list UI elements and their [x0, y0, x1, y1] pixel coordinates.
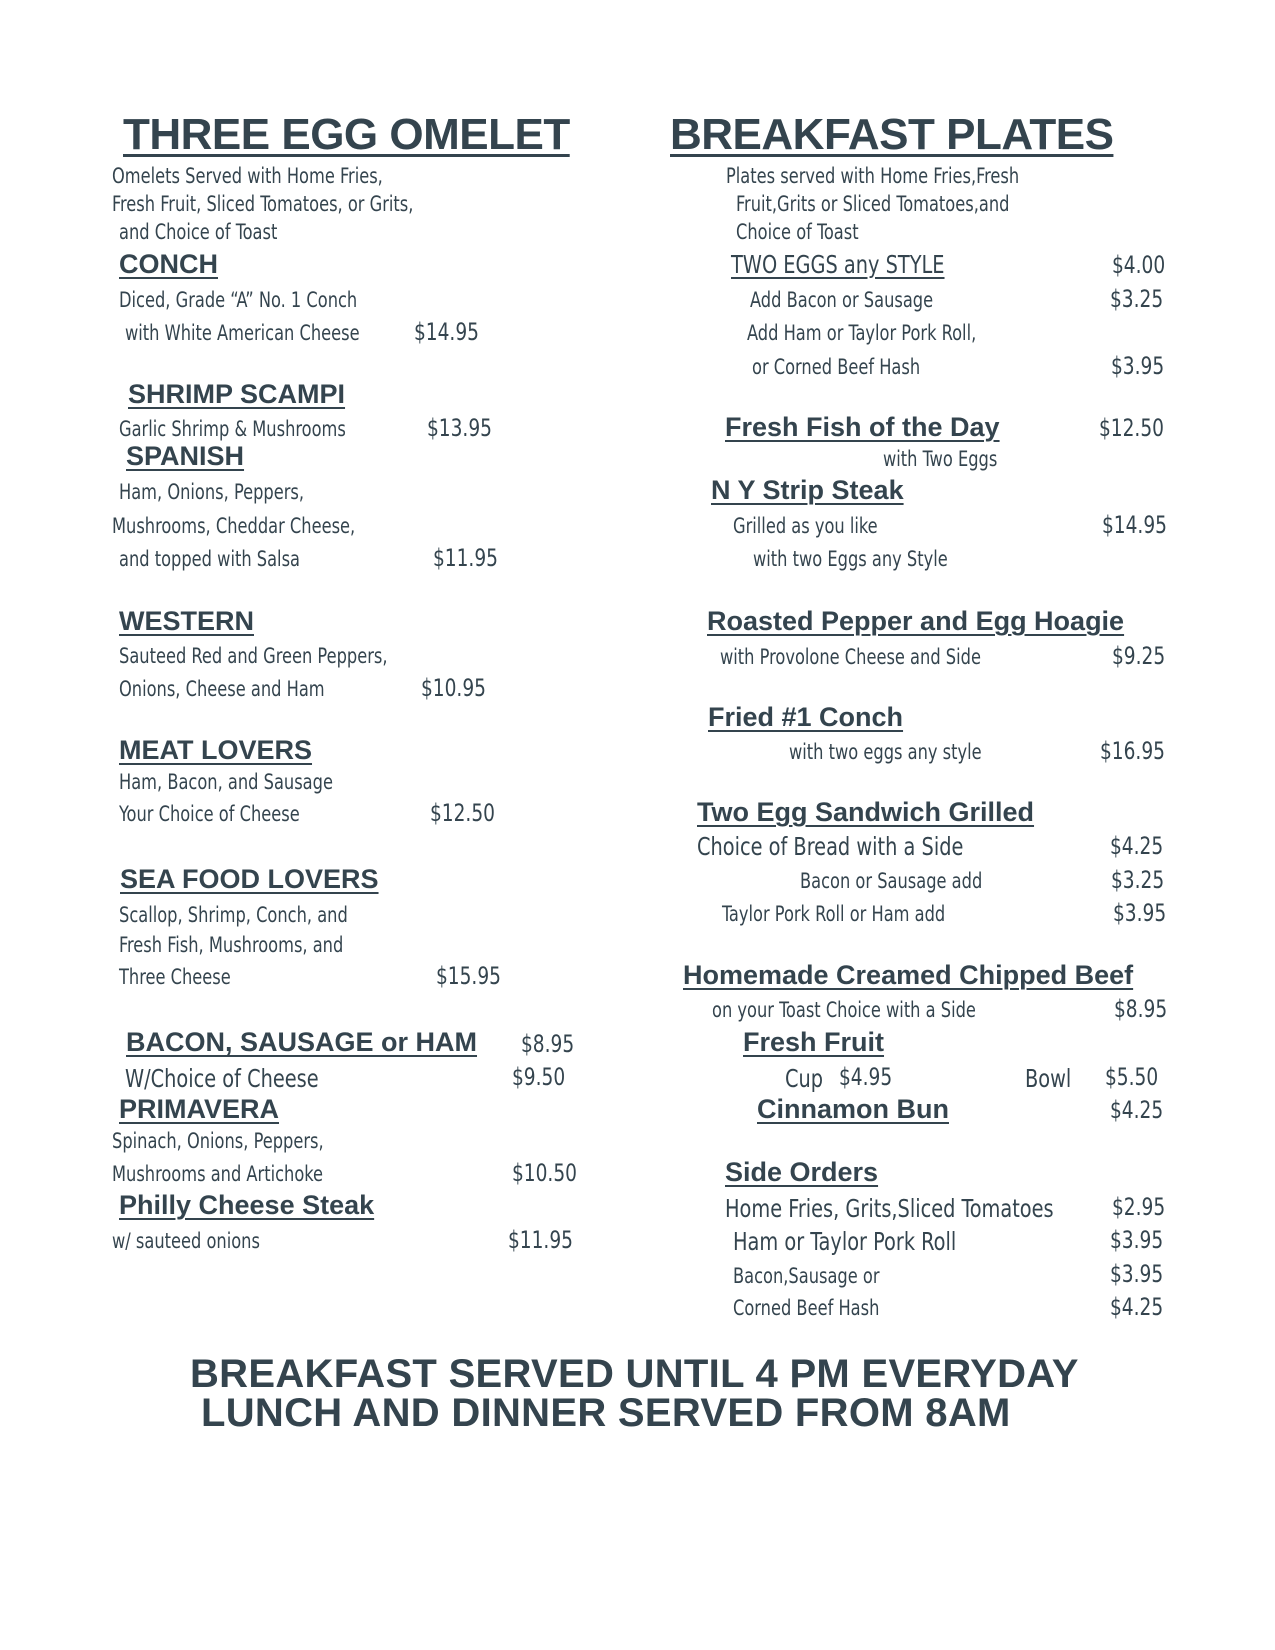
egg-sandwich-addon-price: $3.95 [1113, 899, 1167, 927]
side-order-item: Bacon,Sausage or [733, 1264, 880, 1288]
primavera-desc: Mushrooms and Artichoke [112, 1162, 324, 1186]
omelet-intro-line: and Choice of Toast [119, 220, 278, 244]
hoagie-price: $9.25 [1112, 642, 1166, 670]
two-eggs-heading: TWO EGGS any STYLE [731, 250, 945, 279]
fruit-bowl-label: Bowl [1025, 1064, 1072, 1093]
egg-sandwich-price: $4.25 [1110, 832, 1164, 860]
seafood-lovers-heading: SEA FOOD LOVERS [120, 864, 379, 894]
fried-conch-desc: with two eggs any style [789, 740, 982, 764]
egg-sandwich-addon-price: $3.25 [1111, 866, 1165, 894]
spanish-heading: SPANISH [126, 441, 245, 471]
conch-desc: Diced, Grade “A” No. 1 Conch [119, 288, 358, 312]
egg-sandwich-addon: Bacon or Sausage add [800, 869, 983, 893]
strip-steak-heading: N Y Strip Steak [711, 475, 904, 505]
spanish-price: $11.95 [433, 544, 498, 572]
two-eggs-addon: Add Bacon or Sausage [750, 288, 934, 312]
side-order-item: Corned Beef Hash [733, 1296, 880, 1320]
seafood-lovers-price: $15.95 [436, 962, 501, 990]
plates-intro-line: Fruit,Grits or Sliced Tomatoes,and [736, 192, 1010, 216]
cinnamon-bun-heading: Cinnamon Bun [757, 1094, 949, 1124]
western-desc: Onions, Cheese and Ham [119, 677, 325, 701]
fruit-cup-price: $4.95 [839, 1063, 893, 1091]
strip-steak-desc: with two Eggs any Style [753, 547, 948, 571]
spanish-desc: Ham, Onions, Peppers, [119, 480, 305, 504]
egg-sandwich-desc: Choice of Bread with a Side [697, 832, 964, 861]
fruit-bowl-price: $5.50 [1105, 1063, 1159, 1091]
primavera-price: $10.50 [512, 1159, 577, 1187]
western-desc: Sauteed Red and Green Peppers, [119, 644, 388, 668]
hoagie-heading: Roasted Pepper and Egg Hoagie [707, 606, 1125, 636]
two-eggs-addon-price: $3.95 [1111, 352, 1165, 380]
conch-desc: with White American Cheese [125, 321, 360, 345]
bacon-sausage-ham-cheese-price: $9.50 [512, 1063, 566, 1091]
shrimp-scampi-heading: SHRIMP SCAMPI [128, 379, 346, 409]
side-order-price: $3.95 [1110, 1260, 1164, 1288]
fruit-cup-label: Cup [785, 1064, 824, 1093]
western-heading: WESTERN [119, 606, 254, 636]
seafood-lovers-desc: Scallop, Shrimp, Conch, and [119, 903, 348, 927]
omelet-intro-line: Omelets Served with Home Fries, [112, 164, 383, 188]
side-orders-heading: Side Orders [725, 1157, 879, 1187]
meat-lovers-desc: Ham, Bacon, and Sausage [119, 770, 333, 794]
lunch-dinner-hours: LUNCH AND DINNER SERVED FROM 8AM [201, 1391, 1011, 1435]
side-order-price: $2.95 [1112, 1193, 1166, 1221]
conch-heading: CONCH [119, 249, 218, 279]
primavera-heading: PRIMAVERA [119, 1094, 280, 1124]
side-order-item: Home Fries, Grits,Sliced Tomatoes [725, 1194, 1054, 1223]
side-order-item: Ham or Taylor Pork Roll [733, 1227, 957, 1256]
shrimp-scampi-price: $13.95 [427, 414, 492, 442]
strip-steak-price: $14.95 [1102, 511, 1167, 539]
plates-intro-line: Plates served with Home Fries,Fresh [726, 164, 1020, 188]
two-eggs-addon: Add Ham or Taylor Pork Roll, [747, 321, 977, 345]
meat-lovers-heading: MEAT LOVERS [119, 735, 313, 765]
fresh-fish-heading: Fresh Fish of the Day [725, 412, 1000, 442]
bacon-sausage-ham-price: $8.95 [521, 1030, 575, 1058]
meat-lovers-desc: Your Choice of Cheese [119, 802, 300, 826]
chipped-beef-price: $8.95 [1114, 995, 1168, 1023]
side-order-price: $4.25 [1110, 1293, 1164, 1321]
strip-steak-desc: Grilled as you like [733, 514, 878, 538]
two-eggs-price: $4.00 [1112, 251, 1166, 279]
meat-lovers-price: $12.50 [430, 799, 495, 827]
omelet-title: THREE EGG OMELET [123, 110, 570, 159]
omelet-intro-line: Fresh Fruit, Sliced Tomatoes, or Grits, [112, 192, 414, 216]
spanish-desc: and topped with Salsa [119, 547, 300, 571]
egg-sandwich-addon: Taylor Pork Roll or Ham add [722, 902, 946, 926]
side-order-price: $3.95 [1110, 1226, 1164, 1254]
philly-price: $11.95 [508, 1226, 573, 1254]
fresh-fish-price: $12.50 [1099, 414, 1164, 442]
two-eggs-addon: or Corned Beef Hash [752, 355, 921, 379]
chipped-beef-desc: on your Toast Choice with a Side [712, 998, 976, 1022]
fried-conch-heading: Fried #1 Conch [708, 702, 904, 732]
fresh-fish-desc: with Two Eggs [883, 447, 998, 471]
fresh-fruit-heading: Fresh Fruit [743, 1027, 885, 1057]
philly-desc: w/ sauteed onions [112, 1229, 260, 1253]
primavera-desc: Spinach, Onions, Peppers, [112, 1129, 324, 1153]
plates-intro-line: Choice of Toast [736, 220, 859, 244]
egg-sandwich-heading: Two Egg Sandwich Grilled [697, 797, 1035, 827]
chipped-beef-heading: Homemade Creamed Chipped Beef [683, 960, 1134, 990]
bacon-sausage-ham-heading: BACON, SAUSAGE or HAM [126, 1027, 478, 1057]
two-eggs-addon-price: $3.25 [1110, 285, 1164, 313]
seafood-lovers-desc: Fresh Fish, Mushrooms, and [119, 933, 344, 957]
shrimp-scampi-desc: Garlic Shrimp & Mushrooms [119, 417, 346, 441]
plates-title: BREAKFAST PLATES [670, 110, 1114, 159]
hoagie-desc: with Provolone Cheese and Side [720, 645, 981, 669]
seafood-lovers-desc: Three Cheese [119, 965, 231, 989]
philly-heading: Philly Cheese Steak [119, 1190, 375, 1220]
spanish-desc: Mushrooms, Cheddar Cheese, [112, 514, 356, 538]
bacon-sausage-ham-cheese-option: W/Choice of Cheese [125, 1064, 319, 1093]
cinnamon-bun-price: $4.25 [1110, 1096, 1164, 1124]
fried-conch-price: $16.95 [1100, 737, 1165, 765]
western-price: $10.95 [421, 674, 486, 702]
conch-price: $14.95 [414, 318, 479, 346]
breakfast-hours: BREAKFAST SERVED UNTIL 4 PM EVERYDAY [190, 1352, 1079, 1396]
